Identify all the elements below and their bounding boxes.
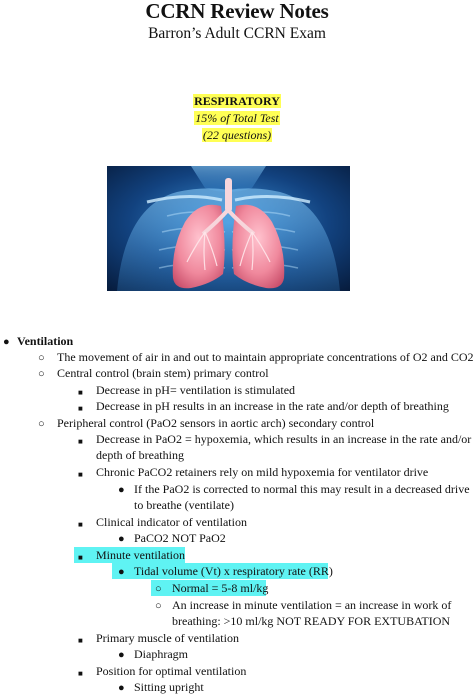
lungs-illustration	[107, 166, 350, 291]
bullet-circle-icon: ○	[155, 600, 162, 612]
bullet-disc-icon: ●	[118, 533, 125, 545]
bullet-square-icon: ■	[78, 404, 83, 413]
note-item: Sitting upright	[134, 680, 204, 694]
section-questions: (22 questions)	[202, 128, 272, 142]
bullet-circle-icon: ○	[38, 418, 45, 430]
note-item: The movement of air in and out to maintain appropriate concentrations of O2 and CO2	[57, 350, 474, 364]
section-name: RESPIRATORY	[194, 94, 280, 108]
page-title: CCRN Review Notes	[145, 0, 329, 23]
bullet-circle-icon: ○	[38, 352, 45, 364]
note-item: Central control (brain stem) primary control	[57, 366, 269, 380]
note-ventilation-heading: Ventilation	[17, 334, 74, 348]
note-item: If the PaO2 is corrected to normal this may result in a decreased drive to breathe (ventilate)	[134, 482, 470, 512]
note-item-highlighted: Tidal volume (Vt) x respiratory rate (RR)	[134, 564, 333, 578]
bullet-square-icon: ■	[78, 520, 83, 529]
note-item: Decrease in PaO2 = hypoxemia, which results in an increase in the rate and/or depth of breathing	[96, 432, 472, 462]
note-item: PaCO2 NOT PaO2	[134, 531, 226, 545]
bullet-disc-icon: ●	[3, 336, 10, 348]
page-subtitle: Barron’s Adult CCRN Exam	[148, 25, 326, 42]
bullet-disc-icon: ●	[118, 566, 125, 578]
bullet-square-icon: ■	[78, 669, 83, 678]
note-item: Decrease in pH results in an increase in the rate and/or depth of breathing	[96, 399, 449, 413]
section-percent: 15% of Total Test	[195, 111, 279, 125]
bullet-square-icon: ■	[78, 553, 83, 562]
bullet-square-icon: ■	[78, 437, 83, 446]
note-item: Clinical indicator of ventilation	[96, 515, 247, 529]
note-item-highlighted: Normal = 5-8 ml/kg	[172, 581, 269, 595]
note-item: Decrease in pH= ventilation is stimulated	[96, 383, 296, 397]
bullet-square-icon: ■	[78, 470, 83, 479]
note-item: Chronic PaCO2 retainers rely on mild hypoxemia for ventilator drive	[96, 465, 429, 479]
note-item: Diaphragm	[134, 647, 188, 661]
note-item: Position for optimal ventilation	[96, 664, 247, 678]
note-item: Peripheral control (PaO2 sensors in aortic arch) secondary control	[57, 416, 375, 430]
note-item: An increase in minute ventilation = an increase in work of breathing: >10 ml/kg NOT READY FOR EXTUBATION	[172, 598, 452, 628]
bullet-disc-icon: ●	[118, 649, 125, 661]
bullet-circle-icon: ○	[155, 583, 162, 595]
bullet-disc-icon: ●	[118, 484, 125, 496]
note-item-highlighted: Minute ventilation	[96, 548, 185, 562]
bullet-square-icon: ■	[78, 388, 83, 397]
bullet-square-icon: ■	[78, 636, 83, 645]
bullet-circle-icon: ○	[38, 368, 45, 380]
bullet-disc-icon: ●	[118, 682, 125, 694]
section-heading	[0, 93, 474, 144]
note-item: Primary muscle of ventilation	[96, 631, 239, 645]
